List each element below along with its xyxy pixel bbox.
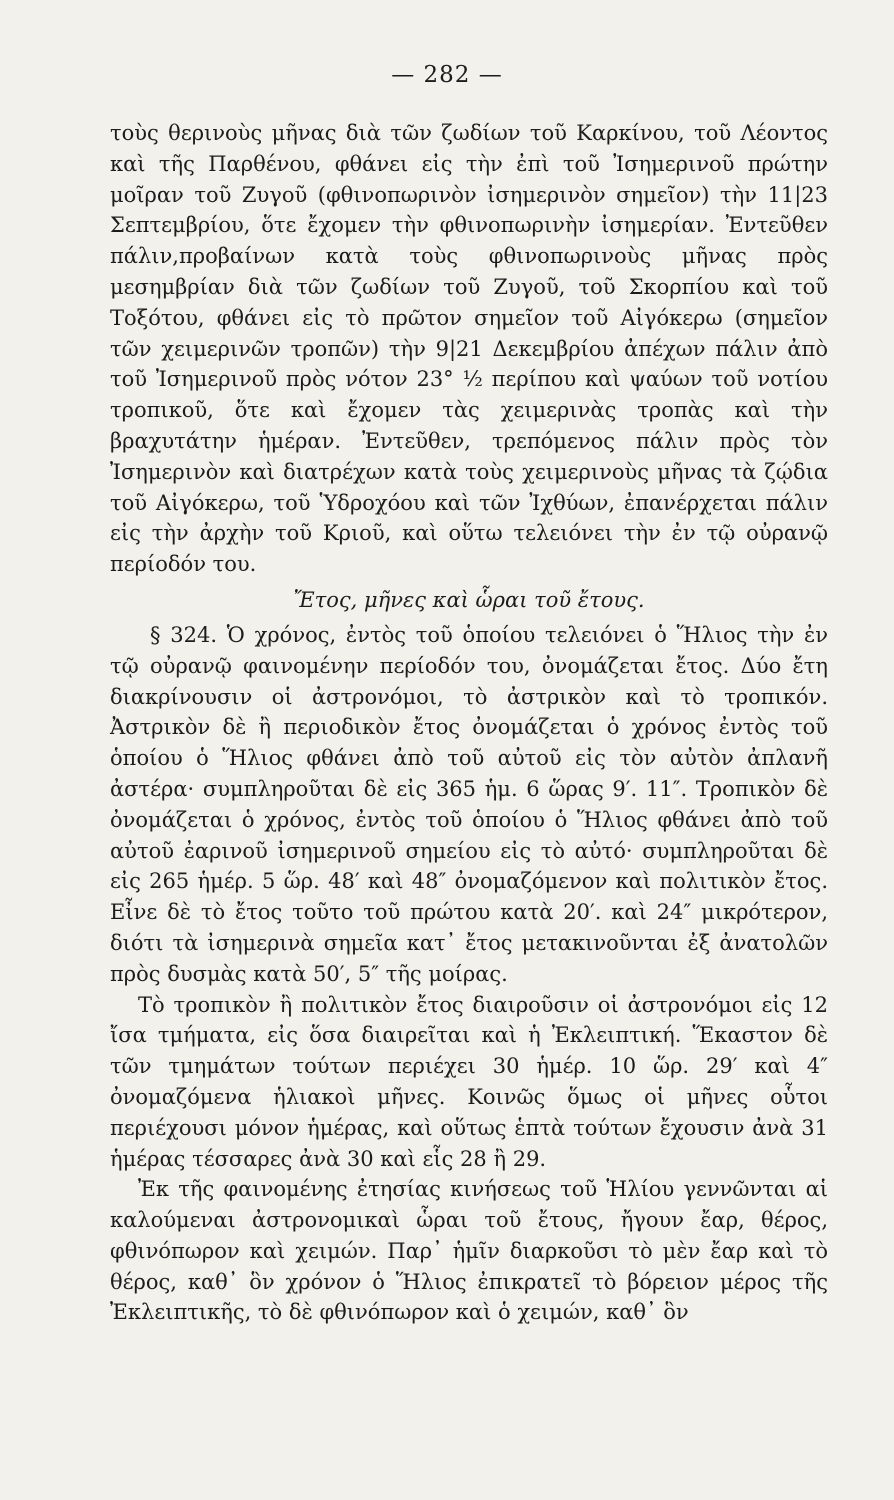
paragraph-seasons: Ἐκ τῆς φαινομένης ἐτησίας κινήσεως τοῦ Ἡλίου γεννῶνται αἱ καλούμεναι ἀστρονομικαὶ ὧραι τοῦ ἔτους, ἤγουν ἔαρ, θέρος, φθινόπωρον καὶ χειμών. Παρ᾽ ἡμῖν διαρκοῦσι τὸ μὲν ἔαρ καὶ τὸ θέρος, καθ᾽ ὃν χρόνον ὁ Ἥλιος ἐπικρατεῖ τὸ βόρειον μέρος τῆς Ἐκλειπτικῆς, τὸ δὲ φθινόπωρον καὶ ὁ χειμών, καθ᾽ ὃν xyxy=(110,1177,828,1325)
body-text xyxy=(110,118,828,1328)
paragraph-months: Τὸ τροπικὸν ἢ πολιτικὸν ἔτος διαιροῦσιν οἱ ἀστρονόμοι εἰς 12 ἴσα τμήματα, εἰς ὅσα διαιρεῖται καὶ ἡ Ἐκλειπτική. Ἕκαστον δὲ τῶν τμημάτων τούτων περιέχει 30 ἡμέρ. 10 ὥρ. 29′ καὶ 4″ ὀνομαζόμενα ἡλιακοὶ μῆνες. Κοινῶς ὅμως οἱ μῆνες οὗτοι περιέχουσι μόνον ἡμέρας, καὶ οὕτως ἑπτὰ τούτων ἔχουσιν ἀνὰ 31 ἡμέρας τέσσαρες ἀνὰ 30 καὶ εἷς 28 ἢ 29. xyxy=(110,992,828,1171)
section-heading: Ἔτος, μῆνες καὶ ὧραι τοῦ ἔτους. xyxy=(293,587,645,612)
paragraph-section-324: § 324. Ὁ χρόνος, ἐντὸς τοῦ ὁποίου τελειόνει ὁ Ἥλιος τὴν ἐν τῷ οὐρανῷ φαινομένην περίοδόν του, ὀνομάζεται ἔτος. Δύο ἔτη διακρίνουσιν οἱ ἀστρονόμοι, τὸ ἀστρικὸν καὶ τὸ τροπικόν. Ἀστρικὸν δὲ ἢ περιοδικὸν ἔτος ὀνομάζεται ὁ χρόνος ἐντὸς τοῦ ὁποίου ὁ Ἥλιος φθάνει ἀπὸ τοῦ αὐτοῦ εἰς τὸν αὐτὸν ἀπλανῆ ἀστέρα· συμπληροῦται δὲ εἰς 365 ἡμ. 6 ὥρας 9′. 11″. Τροπικὸν δὲ ὀνομάζεται ὁ χρόνος, ἐντὸς τοῦ ὁποίου ὁ Ἥλιος φθάνει ἀπὸ τοῦ αὐτοῦ ἐαρινοῦ ἰσημερινοῦ σημείου εἰς τὸ αὐτό· συμπληροῦται δὲ εἰς 265 ἡμέρ. 5 ὥρ. 48′ καὶ 48″ ὀνομαζόμενον καὶ πολιτικὸν ἔτος. Εἶνε δὲ τὸ ἔτος τοῦτο τοῦ πρώτου κατὰ 20′. καὶ 24″ μικρότερον, διότι τὰ ἰσημερινὰ σημεῖα κατ᾽ ἔτος μετακινοῦνται ἐξ ἀνατολῶν πρὸς δυσμὰς κατὰ 50′, 5″ τῆς μοίρας. xyxy=(110,622,828,986)
page-number: — 282 — xyxy=(391,62,503,88)
paragraph-seasons-cycle: τοὺς θερινοὺς μῆνας διὰ τῶν ζωδίων τοῦ Καρκίνου, τοῦ Λέοντος καὶ τῆς Παρθένου, φθάνει εἰς τὴν ἐπὶ τοῦ Ἰσημερινοῦ πρώτην μοῖραν τοῦ Ζυγοῦ (φθινοπωρινὸν ἰσημερινὸν σημεῖον) τὴν 11|23 Σεπτεμβρίου, ὅτε ἔχομεν τὴν φθινοπωρινὴν ἰσημερίαν. Ἐντεῦθεν πάλιν,προβαίνων κατὰ τοὺς φθινοπωρινοὺς μῆνας πρὸς μεσημβρίαν διὰ τῶν ζωδίων τοῦ Ζυγοῦ, τοῦ Σκορπίου καὶ τοῦ Τοξότου, φθάνει εἰς τὸ πρῶτον σημεῖον τοῦ Αἰγόκερω (σημεῖον τῶν χειμερινῶν τροπῶν) τὴν 9|21 Δεκεμβρίου ἀπέχων πάλιν ἀπὸ τοῦ Ἰσημερινοῦ πρὸς νότον 23° ½ περίπου καὶ ψαύων τοῦ νοτίου τροπικοῦ, ὅτε καὶ ἔχομεν τὰς χειμερινὰς τροπὰς καὶ τὴν βραχυτάτην ἡμέραν. Ἐντεῦθεν, τρεπόμενος πάλιν πρὸς τὸν Ἰσημερινὸν καὶ διατρέχων κατὰ τοὺς χειμερινοὺς μῆνας τὰ ζῴδια τοῦ Αἰγόκερω, τοῦ Ὑδροχόου καὶ τῶν Ἰχθύων, ἐπανέρχεται πάλιν εἰς τὴν ἀρχὴν τοῦ Κριοῦ, καὶ οὕτω τελειόνει τὴν ἐν τῷ οὐρανῷ περίοδόν του. xyxy=(110,121,828,577)
